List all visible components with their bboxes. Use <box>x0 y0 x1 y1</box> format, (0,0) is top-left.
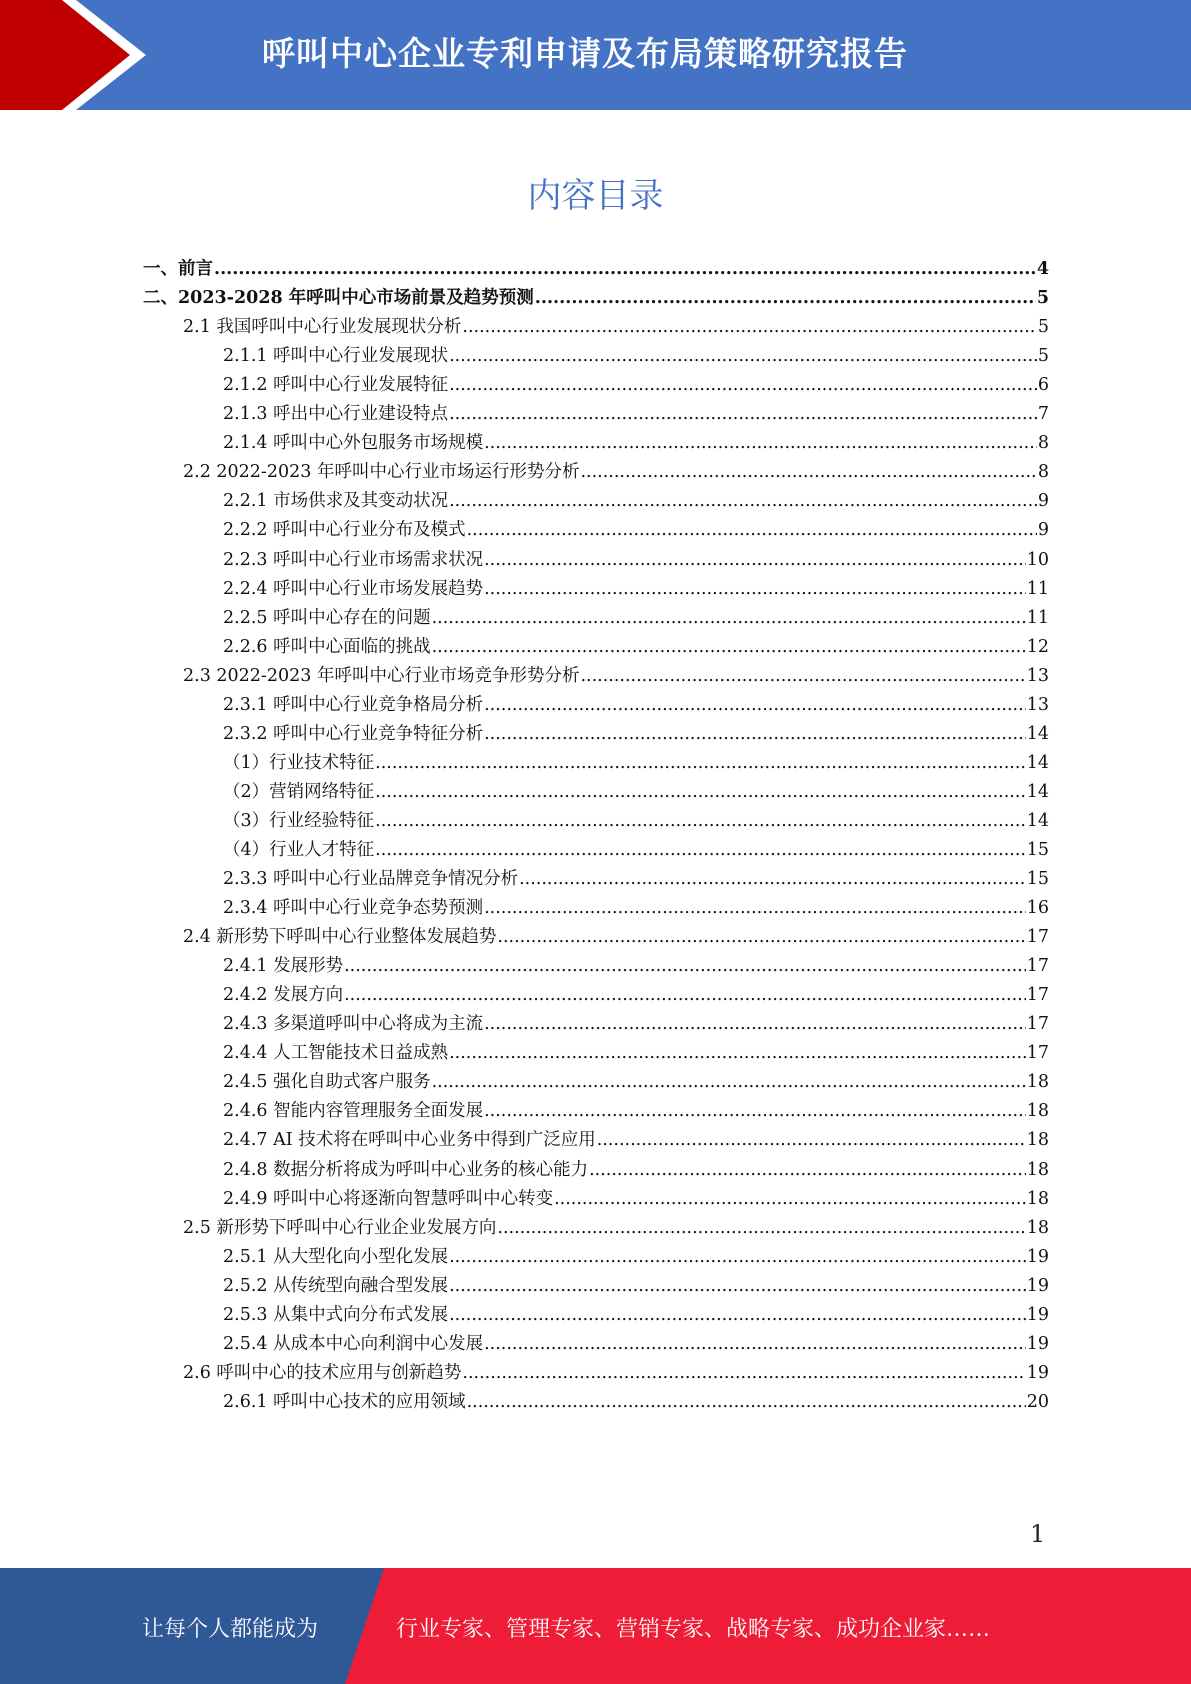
toc-leader-dots <box>580 462 1036 482</box>
toc-leader-dots <box>484 1014 1026 1034</box>
toc-entry-page: 11 <box>1026 578 1049 599</box>
toc-entry-page: 17 <box>1026 956 1049 977</box>
toc-entry-page: 17 <box>1026 927 1049 948</box>
toc-leader-dots <box>467 1392 1026 1412</box>
toc-entry-label: 2.3.4 呼叫中心行业竞争态势预测 <box>223 898 484 919</box>
toc-entry-label: （3）行业经验特征 <box>223 810 375 831</box>
toc-entry-page: 18 <box>1026 1188 1049 1209</box>
toc-entry-page: 14 <box>1026 752 1049 773</box>
toc-leader-dots <box>497 927 1025 947</box>
toc-entry[interactable] <box>143 686 1049 715</box>
toc-entry-label: 二、2023-2028 年呼叫中心市场前景及趋势预测 <box>143 288 534 309</box>
toc-leader-dots <box>519 869 1026 889</box>
toc-entry-label: 2.4.6 智能内容管理服务全面发展 <box>223 1101 484 1122</box>
toc-entry-page: 14 <box>1026 810 1049 831</box>
toc-leader-dots <box>449 1276 1026 1296</box>
table-of-contents <box>143 250 1049 1412</box>
toc-entry-label: （4）行业人才特征 <box>223 839 375 860</box>
toc-entry-label: 2.1.1 呼叫中心行业发展现状 <box>223 346 449 367</box>
toc-entry[interactable] <box>143 1063 1049 1092</box>
toc-entry-page: 6 <box>1037 375 1049 396</box>
toc-entry[interactable] <box>143 395 1049 424</box>
toc-entry-page: 11 <box>1026 607 1049 628</box>
toc-entry-label: 2.6 呼叫中心的技术应用与创新趋势 <box>183 1362 462 1383</box>
toc-entry-page: 14 <box>1026 723 1049 744</box>
header-banner <box>0 0 1191 110</box>
toc-entry[interactable] <box>143 1296 1049 1325</box>
toc-leader-dots <box>484 724 1026 744</box>
toc-entry[interactable] <box>143 628 1049 657</box>
toc-entry[interactable] <box>143 511 1049 540</box>
toc-entry[interactable] <box>143 540 1049 569</box>
toc-entry[interactable] <box>143 599 1049 628</box>
toc-entry[interactable] <box>143 337 1049 366</box>
toc-leader-dots <box>432 637 1026 657</box>
toc-leader-dots <box>484 898 1026 918</box>
toc-entry[interactable] <box>143 1092 1049 1121</box>
toc-leader-dots <box>484 1101 1026 1121</box>
toc-entry-page: 13 <box>1026 694 1049 715</box>
toc-entry[interactable] <box>143 657 1049 686</box>
toc-entry[interactable] <box>143 947 1049 976</box>
toc-entry[interactable] <box>143 976 1049 1005</box>
toc-entry[interactable] <box>143 250 1049 279</box>
toc-entry-label: 2.4.1 发展形势 <box>223 956 344 977</box>
toc-entry-page: 8 <box>1037 462 1049 483</box>
toc-leader-dots <box>214 259 1036 279</box>
toc-leader-dots <box>554 1189 1026 1209</box>
toc-entry-label: 2.5.3 从集中式向分布式发展 <box>223 1304 449 1325</box>
toc-entry-page: 15 <box>1026 839 1049 860</box>
toc-entry-label: 2.5.4 从成本中心向利润中心发展 <box>223 1333 484 1354</box>
toc-leader-dots <box>484 433 1037 453</box>
toc-entry-page: 8 <box>1037 433 1049 454</box>
toc-entry-label: 2.1.2 呼叫中心行业发展特征 <box>223 375 449 396</box>
toc-entry-label: 2.1 我国呼叫中心行业发展现状分析 <box>183 317 462 338</box>
toc-leader-dots <box>344 985 1026 1005</box>
toc-entry-label: 2.1.3 呼出中心行业建设特点 <box>223 404 449 425</box>
toc-entry[interactable] <box>143 744 1049 773</box>
toc-entry-label: 2.4.3 多渠道呼叫中心将成为主流 <box>223 1014 484 1035</box>
toc-entry-page: 5 <box>1037 346 1049 367</box>
toc-leader-dots <box>449 375 1037 395</box>
toc-entry-page: 13 <box>1026 665 1049 686</box>
toc-entry-label: 2.5.1 从大型化向小型化发展 <box>223 1246 449 1267</box>
toc-entry-label: 2.2.5 呼叫中心存在的问题 <box>223 607 431 628</box>
toc-leader-dots <box>462 1363 1025 1383</box>
toc-entry-page: 15 <box>1026 869 1049 890</box>
toc-leader-dots <box>375 753 1026 773</box>
report-title: 呼叫中心企业专利申请及布局策略研究报告 <box>262 34 908 73</box>
toc-entry-page: 18 <box>1026 1130 1049 1151</box>
toc-entry[interactable] <box>143 453 1049 482</box>
toc-entry-label: 2.1.4 呼叫中心外包服务市场规模 <box>223 433 484 454</box>
toc-entry[interactable] <box>143 715 1049 744</box>
toc-entry[interactable] <box>143 366 1049 395</box>
toc-entry-page: 10 <box>1026 549 1049 570</box>
toc-entry-page: 16 <box>1026 898 1049 919</box>
toc-entry-label: 2.4.4 人工智能技术日益成熟 <box>223 1043 449 1064</box>
toc-heading: 内容目录 <box>527 176 664 216</box>
toc-leader-dots <box>449 1305 1026 1325</box>
toc-entry-page: 18 <box>1026 1101 1049 1122</box>
toc-entry-label: （1）行业技术特征 <box>223 752 375 773</box>
toc-entry-label: 一、前言 <box>143 259 213 280</box>
toc-leader-dots <box>589 1160 1026 1180</box>
toc-entry-page: 19 <box>1026 1362 1049 1383</box>
toc-leader-dots <box>449 1043 1026 1063</box>
toc-entry[interactable] <box>143 1034 1049 1063</box>
toc-entry-label: 2.4.8 数据分析将成为呼叫中心业务的核心能力 <box>223 1159 589 1180</box>
toc-leader-dots <box>535 288 1036 308</box>
toc-entry[interactable] <box>143 1180 1049 1209</box>
toc-entry-label: 2.5 新形势下呼叫中心行业企业发展方向 <box>183 1217 497 1238</box>
toc-entry-page: 19 <box>1026 1333 1049 1354</box>
toc-entry[interactable] <box>143 1238 1049 1267</box>
toc-entry-label: 2.3 2022-2023 年呼叫中心行业市场竞争形势分析 <box>183 665 580 686</box>
toc-entry-page: 17 <box>1026 1014 1049 1035</box>
toc-entry-page: 5 <box>1036 288 1049 309</box>
toc-entry-label: 2.4 新形势下呼叫中心行业整体发展趋势 <box>183 927 497 948</box>
toc-leader-dots <box>497 1218 1025 1238</box>
toc-entry[interactable] <box>143 860 1049 889</box>
toc-entry[interactable] <box>143 279 1049 308</box>
toc-entry-label: 2.2.1 市场供求及其变动状况 <box>223 491 449 512</box>
toc-entry[interactable] <box>143 831 1049 860</box>
toc-entry-page: 9 <box>1037 520 1049 541</box>
footer-slogan-right: 行业专家、管理专家、营销专家、战略专家、成功企业家…… <box>396 1617 991 1642</box>
toc-entry-label: 2.3.2 呼叫中心行业竞争特征分析 <box>223 723 484 744</box>
toc-entry-label: 2.2.4 呼叫中心行业市场发展趋势 <box>223 578 484 599</box>
toc-entry[interactable] <box>143 308 1049 337</box>
toc-entry[interactable] <box>143 482 1049 511</box>
toc-entry-page: 4 <box>1036 259 1049 280</box>
toc-entry-page: 18 <box>1026 1072 1049 1093</box>
toc-leader-dots <box>449 491 1037 511</box>
toc-entry-label: 2.4.5 强化自助式客户服务 <box>223 1072 431 1093</box>
toc-leader-dots <box>580 666 1025 686</box>
footer-banner <box>0 1568 1191 1684</box>
toc-entry-label: 2.4.2 发展方向 <box>223 985 344 1006</box>
toc-entry[interactable] <box>143 889 1049 918</box>
toc-entry[interactable] <box>143 1209 1049 1238</box>
toc-entry-label: 2.3.3 呼叫中心行业品牌竞争情况分析 <box>223 869 519 890</box>
footer-slogan-left: 让每个人都能成为 <box>142 1617 319 1642</box>
toc-entry[interactable] <box>143 1121 1049 1150</box>
toc-entry-label: 2.2.2 呼叫中心行业分布及模式 <box>223 520 466 541</box>
toc-entry-page: 7 <box>1037 404 1049 425</box>
toc-entry-page: 18 <box>1026 1217 1049 1238</box>
toc-entry[interactable] <box>143 1325 1049 1354</box>
toc-leader-dots <box>484 550 1026 570</box>
toc-entry-label: 2.2 2022-2023 年呼叫中心行业市场运行形势分析 <box>183 462 580 483</box>
toc-entry-label: 2.2.3 呼叫中心行业市场需求状况 <box>223 549 484 570</box>
toc-leader-dots <box>449 1247 1026 1267</box>
toc-entry[interactable] <box>143 918 1049 947</box>
page-number: 1 <box>1030 1520 1046 1548</box>
toc-entry[interactable] <box>143 773 1049 802</box>
toc-leader-dots <box>467 520 1037 540</box>
toc-entry-label: 2.4.9 呼叫中心将逐渐向智慧呼叫中心转变 <box>223 1188 554 1209</box>
toc-entry-page: 19 <box>1026 1304 1049 1325</box>
toc-entry-label: 2.4.7 AI 技术将在呼叫中心业务中得到广泛应用 <box>223 1130 596 1151</box>
toc-entry-page: 9 <box>1037 491 1049 512</box>
toc-leader-dots <box>449 346 1037 366</box>
toc-entry-page: 17 <box>1026 985 1049 1006</box>
toc-entry[interactable] <box>143 424 1049 453</box>
toc-leader-dots <box>449 404 1037 424</box>
toc-entry-page: 5 <box>1037 317 1049 338</box>
toc-leader-dots <box>484 579 1026 599</box>
toc-leader-dots <box>484 695 1026 715</box>
toc-entry-page: 18 <box>1026 1159 1049 1180</box>
toc-entry[interactable] <box>143 1354 1049 1383</box>
toc-entry-page: 17 <box>1026 1043 1049 1064</box>
toc-entry-label: （2）营销网络特征 <box>223 781 375 802</box>
toc-leader-dots <box>432 1072 1026 1092</box>
toc-leader-dots <box>462 317 1036 337</box>
toc-entry-page: 12 <box>1026 636 1049 657</box>
toc-entry[interactable] <box>143 570 1049 599</box>
toc-entry-label: 2.3.1 呼叫中心行业竞争格局分析 <box>223 694 484 715</box>
toc-leader-dots <box>484 1334 1026 1354</box>
toc-entry[interactable] <box>143 1267 1049 1296</box>
toc-entry-label: 2.6.1 呼叫中心技术的应用领域 <box>223 1391 466 1412</box>
toc-entry[interactable] <box>143 1383 1049 1412</box>
toc-entry[interactable] <box>143 1005 1049 1034</box>
toc-entry-label: 2.5.2 从传统型向融合型发展 <box>223 1275 449 1296</box>
chevron-decoration <box>0 0 160 110</box>
toc-entry-page: 14 <box>1026 781 1049 802</box>
toc-entry-page: 19 <box>1026 1275 1049 1296</box>
toc-entry-page: 19 <box>1026 1246 1049 1267</box>
toc-entry-page: 20 <box>1026 1391 1049 1412</box>
toc-entry[interactable] <box>143 802 1049 831</box>
toc-leader-dots <box>432 608 1026 628</box>
toc-leader-dots <box>344 956 1026 976</box>
toc-leader-dots <box>597 1130 1026 1150</box>
toc-entry-label: 2.2.6 呼叫中心面临的挑战 <box>223 636 431 657</box>
toc-leader-dots <box>375 782 1026 802</box>
toc-leader-dots <box>375 840 1026 860</box>
toc-entry[interactable] <box>143 1150 1049 1179</box>
toc-leader-dots <box>375 811 1026 831</box>
